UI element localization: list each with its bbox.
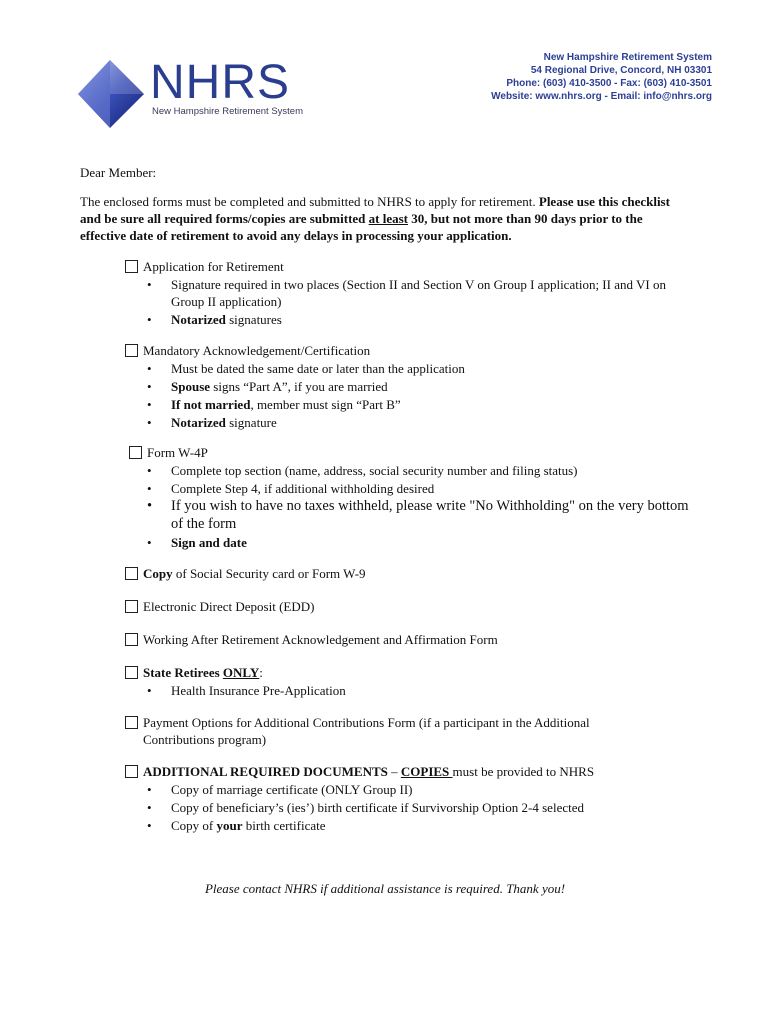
greeting: Dear Member: xyxy=(80,165,157,180)
org-phone-fax: Phone: (603) 410-3500 - Fax: (603) 410-3501 xyxy=(506,78,712,89)
additional-bullet-2: Copy of beneficiary’s (ies’) birth certificate if Survivorship Option 2-4 selected xyxy=(171,800,584,815)
list-item xyxy=(147,276,695,310)
additional-bullet-3-rest: birth certificate xyxy=(242,818,326,833)
additional-rest: must be provided to NHRS xyxy=(452,764,595,779)
checkbox-mandatory[interactable] xyxy=(125,344,138,357)
w4p-label: Form W-4P xyxy=(147,445,208,460)
checkbox-copy-ss[interactable] xyxy=(125,567,138,580)
mandatory-bullet-4: signature xyxy=(225,415,277,430)
state-label xyxy=(143,664,263,681)
additional-copies: COPIES xyxy=(400,764,453,779)
list-item xyxy=(147,498,699,533)
copy-ss-label xyxy=(143,565,366,582)
checklist-w4p xyxy=(129,444,699,552)
list-item xyxy=(147,396,695,413)
application-bullet-1: Signature required in two places (Section II and Section V on Group I application; II and VI on Group II application) xyxy=(171,277,666,309)
list-item xyxy=(147,360,695,377)
checklist-application xyxy=(125,258,695,329)
list-item xyxy=(147,414,695,431)
payment-label: Payment Options for Additional Contributions Form (if a participant in the Additional Contributions program) xyxy=(143,715,590,747)
w4p-bullet-3: If you wish to have no taxes withheld, please write "No Withholding" on the very bottom of the form xyxy=(171,498,689,532)
application-label: Application for Retirement xyxy=(143,259,284,274)
checkbox-war[interactable] xyxy=(125,633,138,646)
checklist-payment-options xyxy=(125,714,635,748)
state-bullet-1: Health Insurance Pre-Application xyxy=(171,683,346,698)
not-married-bold: If not married xyxy=(171,397,251,412)
checkbox-w4p[interactable] xyxy=(129,446,142,459)
mandatory-bullet-2: signs “Part A”, if you are married xyxy=(210,379,388,394)
org-website-email: Website: www.nhrs.org - Email: info@nhrs.org xyxy=(491,91,712,102)
diamond-logo-icon xyxy=(76,58,146,130)
w4p-bullet-4: Sign and date xyxy=(171,535,247,550)
w4p-bullet-2: Complete Step 4, if additional withholding desired xyxy=(171,481,435,496)
additional-bullet-1: Copy of marriage certificate (ONLY Group II) xyxy=(171,782,413,797)
application-bullet-2: signatures xyxy=(225,312,282,327)
checklist-edd xyxy=(125,598,695,615)
org-address: 54 Regional Drive, Concord, NH 03301 xyxy=(530,65,712,76)
edd-label: Electronic Direct Deposit (EDD) xyxy=(143,599,315,614)
checkbox-payment-options[interactable] xyxy=(125,716,138,729)
checkbox-edd[interactable] xyxy=(125,600,138,613)
closing-note: Please contact NHRS if additional assistance is required. Thank you! xyxy=(204,881,566,896)
nhrs-logo xyxy=(76,58,306,130)
list-item xyxy=(147,378,695,395)
org-name: New Hampshire Retirement System xyxy=(543,52,712,63)
intro-at-least: at least xyxy=(368,211,409,226)
war-label: Working After Retirement Acknowledgement and Affirmation Form xyxy=(143,632,498,647)
checklist-mandatory xyxy=(125,342,695,432)
list-item xyxy=(147,534,699,551)
additional-bullet-3-pre: Copy of xyxy=(171,818,217,833)
list-item xyxy=(147,781,695,798)
w4p-bullet-1: Complete top section (name, address, social security number and filing status) xyxy=(171,463,578,478)
list-item xyxy=(147,311,695,328)
intro-bold-text-end: 30, but not more than 90 days prior to the effective date of retirement to avoid any delays in processing your application. xyxy=(80,211,643,243)
mandatory-bullet-1: Must be dated the same date or later than the application xyxy=(171,361,465,376)
intro-text: The enclosed forms must be completed and submitted to NHRS to apply for retirement. xyxy=(80,194,539,209)
checklist-additional-docs xyxy=(125,763,695,835)
checkbox-state-retirees[interactable] xyxy=(125,666,138,679)
list-item xyxy=(147,799,695,816)
logo-wordmark: NHRS xyxy=(150,56,291,109)
contact-block xyxy=(491,51,712,103)
checklist-state-retirees xyxy=(125,664,695,700)
checkbox-additional-docs[interactable] xyxy=(125,765,138,778)
spouse-bold: Spouse xyxy=(171,379,211,394)
additional-bold: ADDITIONAL REQUIRED DOCUMENTS xyxy=(143,764,388,779)
checklist-war xyxy=(125,631,695,648)
list-item xyxy=(147,817,695,834)
additional-dash: – xyxy=(387,764,401,779)
state-only: ONLY xyxy=(222,665,260,680)
list-item xyxy=(147,462,699,479)
state-bold: State Retirees xyxy=(143,665,223,680)
notarized-bold: Notarized xyxy=(171,312,226,327)
logo-subtitle: New Hampshire Retirement System xyxy=(152,106,303,117)
checkbox-application[interactable] xyxy=(125,260,138,273)
copy-bold: Copy xyxy=(143,566,173,581)
copy-ss-rest: of Social Security card or Form W-9 xyxy=(172,566,366,581)
state-colon: : xyxy=(259,665,263,680)
list-item xyxy=(147,480,699,497)
checklist-copy-ss xyxy=(125,565,695,582)
additional-label xyxy=(143,763,594,780)
intro-paragraph xyxy=(80,193,680,244)
mandatory-label: Mandatory Acknowledgement/Certification xyxy=(143,343,371,358)
your-bold: your xyxy=(216,818,243,833)
mandatory-bullet-3: , member must sign “Part B” xyxy=(250,397,401,412)
list-item xyxy=(147,682,695,699)
notarized-bold: Notarized xyxy=(171,415,226,430)
intro-bold-text: Please use this checklist and be sure all required forms/copies are submitted xyxy=(80,194,670,226)
